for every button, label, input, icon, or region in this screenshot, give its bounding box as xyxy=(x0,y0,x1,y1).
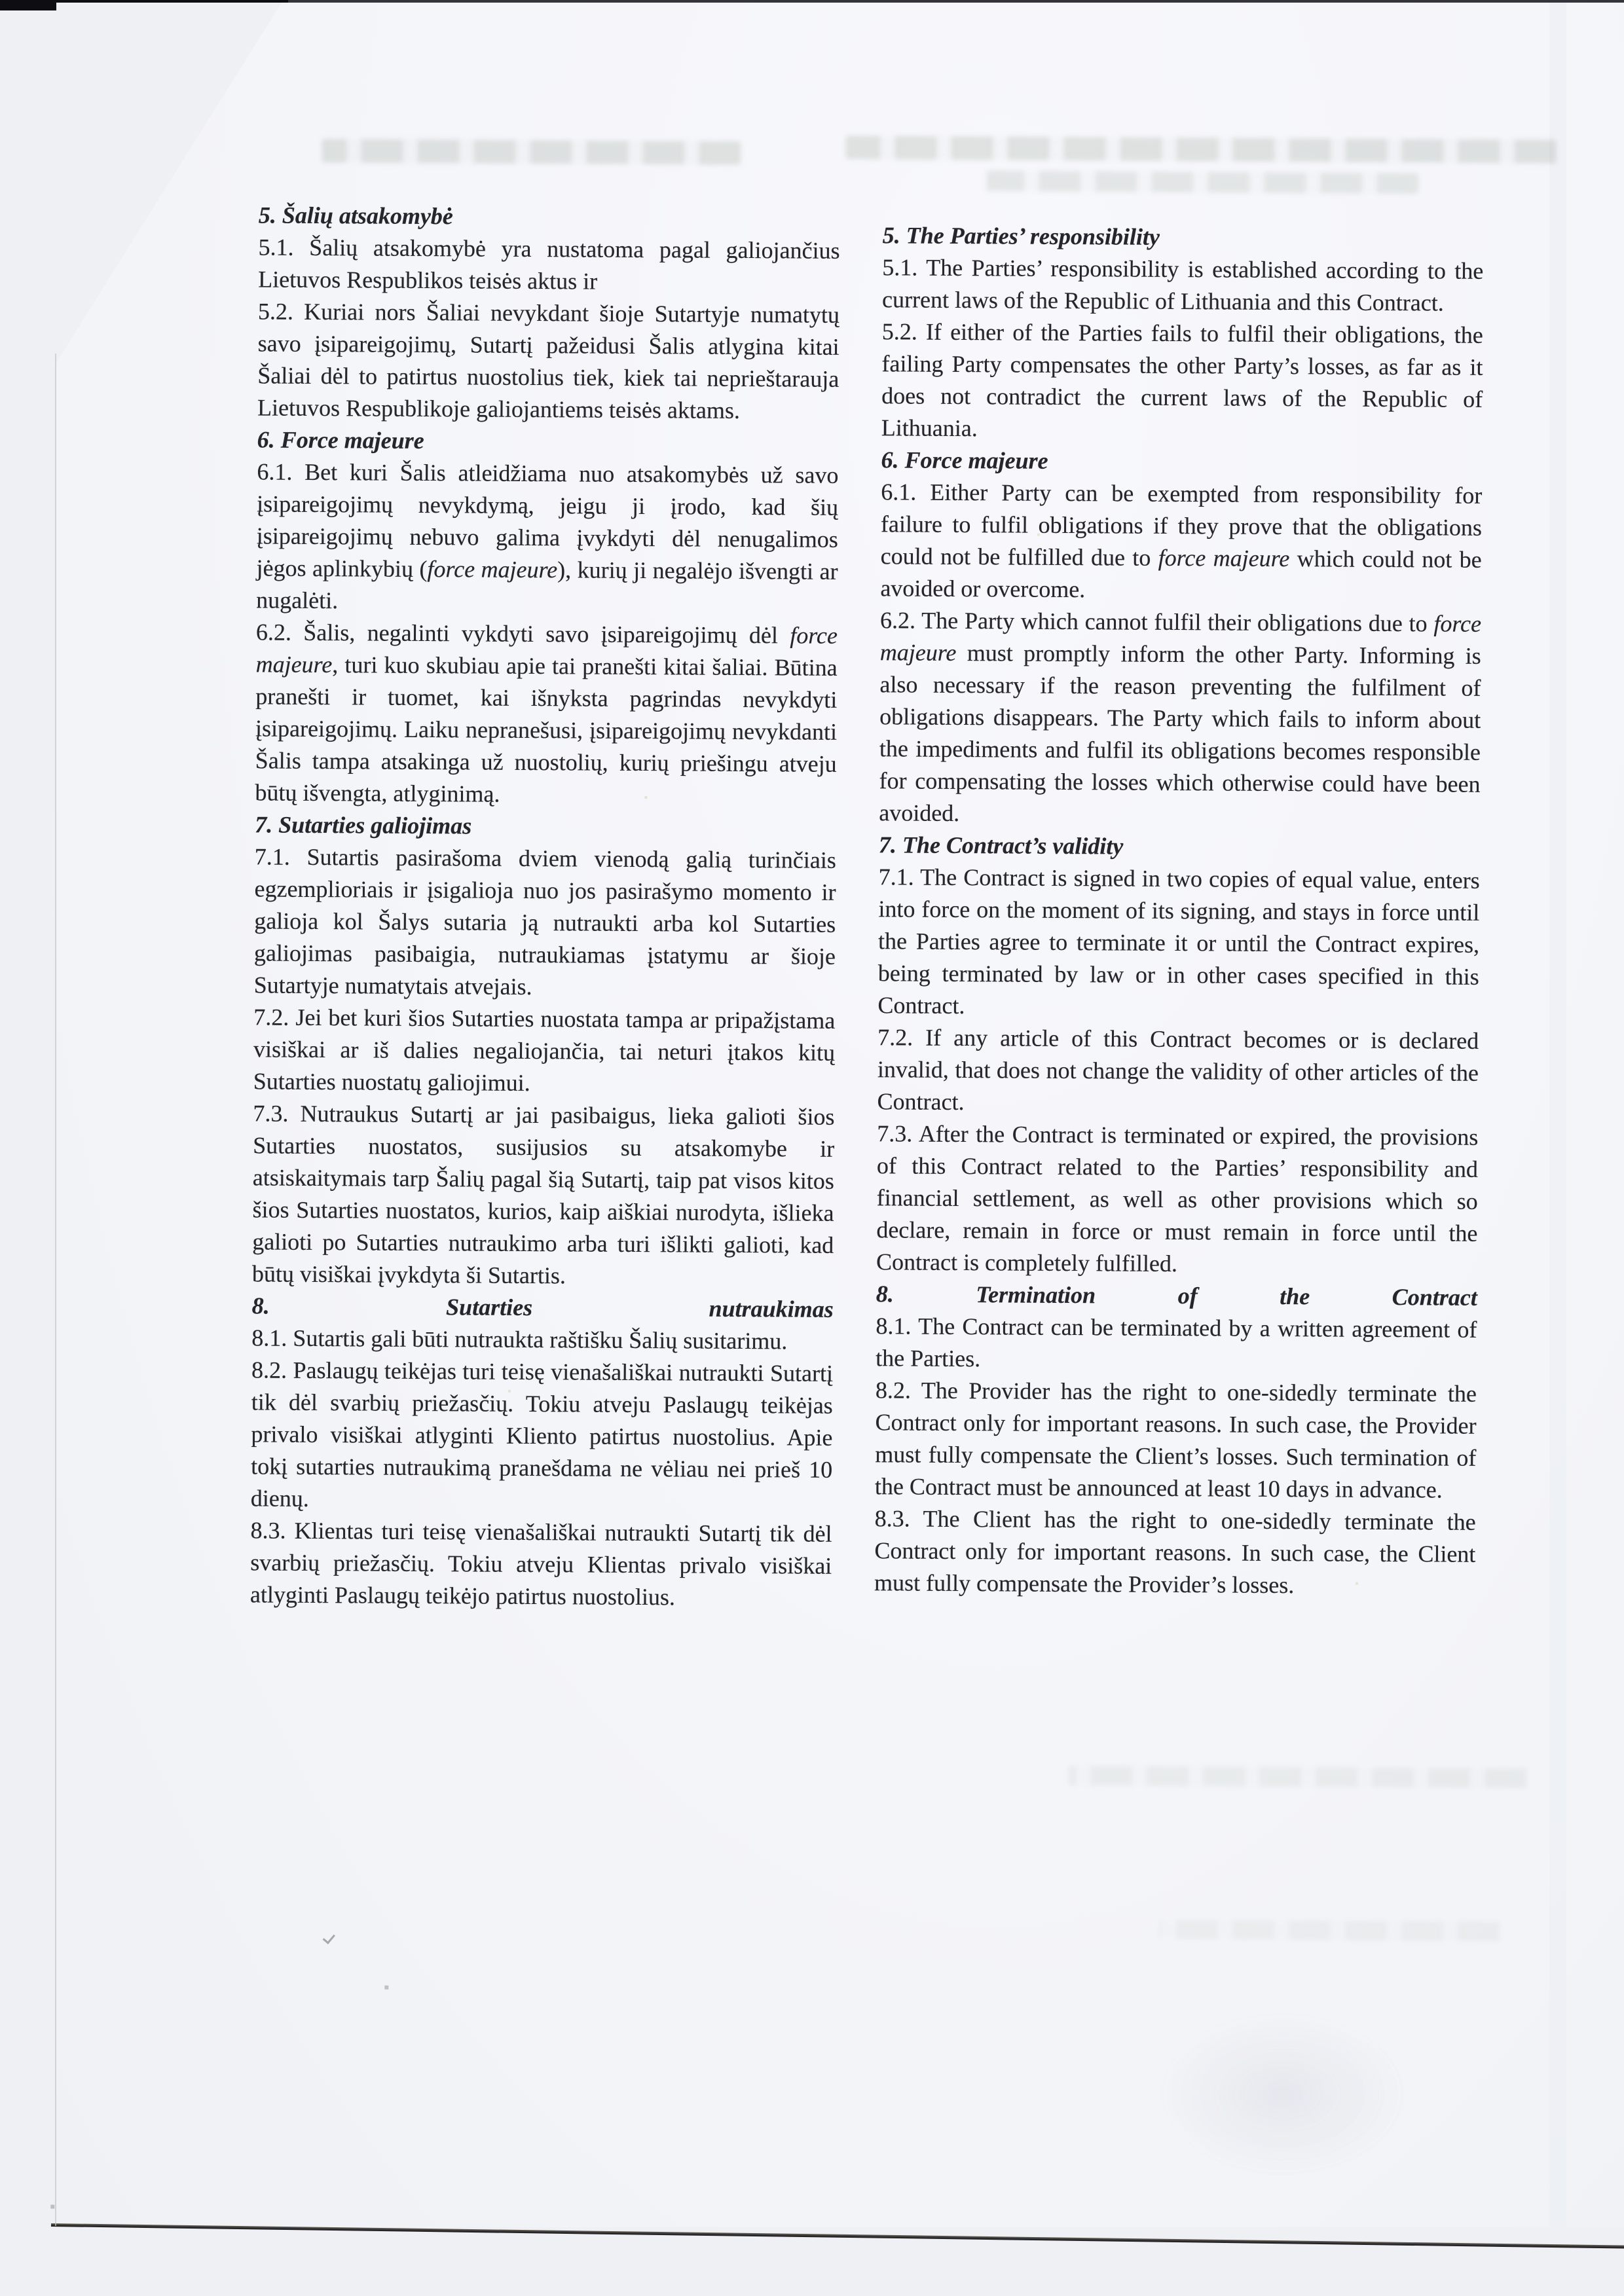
heading-section-7-lt: 7. Sutarties galiojimas xyxy=(255,811,472,839)
document-page xyxy=(56,3,1624,2229)
bleedthrough-title-left xyxy=(322,139,741,165)
clause-7-2-en: 7.2. If any article of this Contract becomes or is declared invalid, that does not change the validity of other articles of the Contract. xyxy=(877,1024,1479,1116)
clause-5-1-lt: 5.1. Šalių atsakomybė yra nustatoma pagal galiojančius Lietuvos Respublikos teisės aktus ir xyxy=(258,234,840,295)
clause-6-2-en: 6.2. The Party which cannot fulfil their obligations due to force majeure must promptly inform the other Party. Informing is also necessary if the reason preventing the fulfilment of obligations disappears. The Party which fails to inform about the impediments and fulfil its obligations becomes responsible for compensating the losses which otherwise could have been avoided. xyxy=(879,607,1482,826)
clause-6-1-en: 6.1. Either Party can be exempted from responsibility for failure to fulfil obligations if they prove that the obligations could not be fulfilled due to force majeure which could not be avoided or overcome. xyxy=(880,479,1483,603)
clause-5-2-lt: 5.2. Kuriai nors Šaliai nevykdant šioje Sutartyje numatytų savo įsipareigojimų, Sutartį pažeidusi Šalis atlygina kitai Šaliai dėl to patirtus nuostolius tiek, kiek tai neprieštarauja Lietuvos Respublikoje galiojantiems teisės aktams. xyxy=(257,298,840,424)
clause-8-2-lt: 8.2. Paslaugų teikėjas turi teisę vienašališkai nutraukti Sutartį tik dėl svarbių priežasčių. Tokiu atveju Paslaugų teikėjas privalo visiškai atlyginti Kliento patirtus nuostolius. Apie tokį sutarties nutraukimą pranešdama ne vėliau nei prieš 10 dienų. xyxy=(250,1357,834,1512)
clause-8-3-en: 8.3. The Client has the right to one-sidedly terminate the Contract only for important reasons. In such case, the Client must fully compensate the Provider’s losses. xyxy=(874,1505,1476,1599)
clause-8-1-en: 8.1. The Contract can be terminated by a written agreement of the Parties. xyxy=(876,1313,1477,1372)
clause-8-3-lt: 8.3. Klientas turi teisę vienašališkai nutraukti Sutartį tik dėl svarbių priežasčių. Tokiu atveju Klientas privalo visiškai atlyginti Paslaugų teikėjo patirtus nuostolius. xyxy=(249,1517,832,1611)
heading-section-8-lt: 8. Sutarties nutraukimas xyxy=(251,1292,834,1322)
column-lithuanian xyxy=(250,199,840,1614)
page-left-edge xyxy=(55,354,56,2226)
heading-section-8-en: 8. Termination of the Contract xyxy=(876,1281,1477,1311)
scanner-background xyxy=(0,2227,1624,2296)
paper-specks xyxy=(58,1,59,3)
clause-5-1-en: 5.1. The Parties’ responsibility is established according to the current laws of the Republic of Lithuania and this Contract. xyxy=(881,254,1484,316)
clause-7-1-en: 7.1. The Contract is signed in two copies of equal value, enters into force on the moment of its signing, and stays in force until the Parties agree to terminate it or until the Contract expires, being terminated by law or in other cases specified in this Contract. xyxy=(877,864,1480,1019)
clause-8-2-en: 8.2. The Provider has the right to one-sidedly terminate the Contract only for important reasons. In such case, the Provider must fully compensate the Client’s losses. Such termination of the Contract must be announced at least 10 days in advance. xyxy=(874,1377,1477,1503)
bleedthrough-title-right xyxy=(845,136,1556,164)
column-english xyxy=(874,219,1484,1603)
heading-section-6-lt: 6. Force majeure xyxy=(257,426,424,454)
clause-7-1-lt: 7.1. Sutartis pasirašoma dviem vienodą galią turinčiais egzemplioriais ir įsigalioja nuo jos pasirašymo momento ir galioja kol Šalys sutaria ją nutraukti arba kol Sutarties galiojimas pasibaigia, nutraukiamas įstatymu ar šioje Sutartyje numatytais atvejais. xyxy=(253,843,836,1000)
heading-section-5-en: 5. The Parties’ responsibility xyxy=(882,222,1160,250)
clause-7-3-lt: 7.3. Nutraukus Sutartį ar jai pasibaigus, lieka galioti šios Sutarties nuostatos, susijusios su atsakomybe ir atsiskaitymais tarp Šalių pagal šią Sutartį, taip pat visos kitos šios Sutarties nuostatos, kurios, kaip aiškiai nurodyta, išlieka galioti po Sutarties nutraukimo arba turi išlikti galioti, kad būtų visiškai įvykdyta ši Sutartis. xyxy=(251,1100,835,1289)
clause-5-2-en: 5.2. If either of the Parties fails to fulfil their obligations, the failing Party compensates the other Party’s losses, as far as it does not contradict the current laws of the Republic of Lithuania. xyxy=(881,318,1483,442)
page-content xyxy=(44,1,1624,2237)
heading-section-6-en: 6. Force majeure xyxy=(881,446,1048,474)
clause-6-2-lt: 6.2. Šalis, negalinti vykdyti savo įsipareigojimų dėl force majeure, turi kuo skubiau apie tai pranešti kitai šaliai. Būtina pranešti ir tuomet, kai išnyksta pagrindas nevykdyti įsipareigojimų. Laiku nepranešusi, įsipareigojimų nevykdanti Šalis tampa atsakinga už nuostolių, kurių priešingu atveju būtų išvengta, atlyginimą. xyxy=(255,619,838,807)
bleedthrough-title-right-2 xyxy=(986,170,1418,194)
clause-7-3-en: 7.3. After the Contract is terminated or expired, the provisions of this Contract related to the Parties’ responsibility and financial settlement, as well as other provisions which so declare, remain in force or must remain in force until the Contract is completely fulfilled. xyxy=(876,1120,1479,1277)
clause-6-1-lt: 6.1. Bet kuri Šalis atleidžiama nuo atsakomybės už savo įsipareigojimų nevykdymą, jeigu ji įrodo, kad šių įsipareigojimų nebuvo galima įvykdyti dėl nenugalimos jėgos aplinkybių (force majeure), kurių ji negalėjo išvengti ar nugalėti. xyxy=(256,458,839,614)
heading-section-5-lt: 5. Šalių atsakomybė xyxy=(258,202,453,230)
bleedthrough-text-2 xyxy=(1159,1920,1500,1941)
bleedthrough-text-1 xyxy=(1068,1766,1526,1788)
clause-8-1-lt: 8.1. Sutartis gali būti nutraukta raštišku Šalių susitarimu. xyxy=(251,1324,788,1355)
bleedthrough-stamp-ghost xyxy=(1158,2011,1408,2176)
pen-mark xyxy=(323,1931,335,1944)
clause-7-2-lt: 7.2. Jei bet kuri šios Sutarties nuostata tampa ar pripažįstama visiškai ar iš dalies negaliojančia, tai neturi įtakos kitų Sutarties nuostatų galiojimui. xyxy=(253,1004,836,1097)
heading-section-7-en: 7. The Contract’s validity xyxy=(878,831,1124,860)
